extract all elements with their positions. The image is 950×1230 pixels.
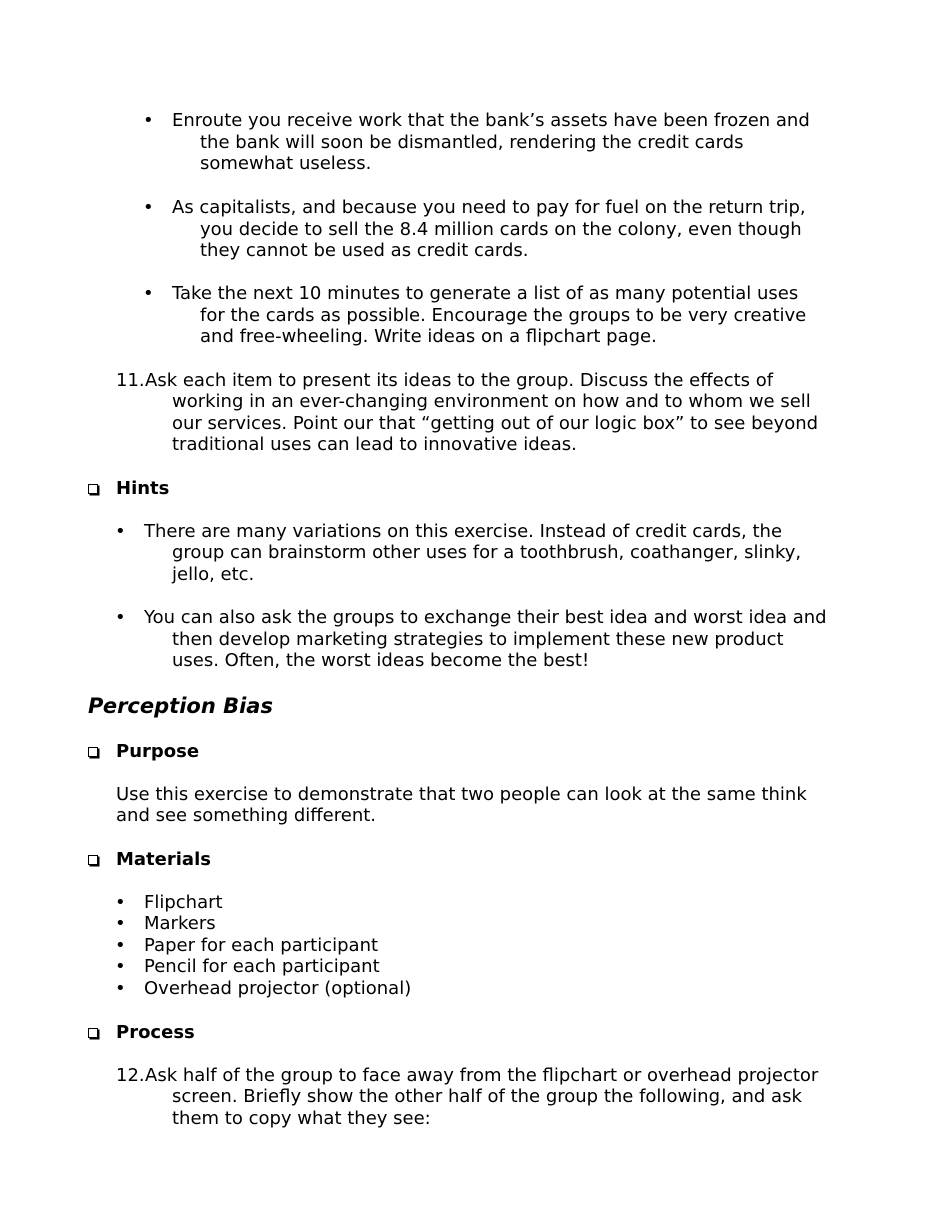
materials-heading: Materials [116,849,211,870]
bullet-marker: • [115,935,126,956]
body-text: and see something different. [116,805,377,826]
bullet-marker: • [115,521,126,542]
body-text: working in an ever-changing environment on how and to whom we sell [172,391,811,412]
list-item: Overhead projector (optional) [144,978,412,999]
body-text: Ask each item to present its ideas to the group. Discuss the effects of [145,370,774,391]
square-bullet-icon [88,484,98,494]
body-text: traditional uses can lead to innovative ideas. [172,434,577,455]
body-text: Enroute you receive work that the bank’s assets have been frozen and [172,110,810,131]
section-title: Perception Bias [88,694,273,718]
body-text: our services. Point our that “getting out of our logic box” to see beyond [172,413,819,434]
body-text: As capitalists, and because you need to pay for fuel on the return trip, [172,197,806,218]
body-text: for the cards as possible. Encourage the groups to be very creative [200,305,807,326]
list-item: Flipchart [144,892,223,913]
step-number: 11. [116,370,145,391]
body-text: Use this exercise to demonstrate that two people can look at the same think [116,784,807,805]
bullet-marker: • [143,283,154,304]
body-text: the bank will soon be dismantled, rendering the credit cards [200,132,744,153]
body-text: they cannot be used as credit cards. [200,240,529,261]
body-text: uses. Often, the worst ideas become the best! [172,650,590,671]
body-text: you decide to sell the 8.4 million cards on the colony, even though [200,219,802,240]
bullet-marker: • [115,913,126,934]
bullet-marker: • [115,607,126,628]
process-heading: Process [116,1022,195,1043]
hints-heading: Hints [116,478,170,499]
body-text: group can brainstorm other uses for a toothbrush, coathanger, slinky, [172,542,802,563]
body-text: then develop marketing strategies to implement these new product [172,629,784,650]
bullet-marker: • [115,892,126,913]
body-text: jello, etc. [172,564,255,585]
body-text: and free-wheeling. Write ideas on a flipchart page. [200,326,657,347]
body-text: Ask half of the group to face away from the flipchart or overhead projector [145,1065,819,1086]
list-item: Paper for each participant [144,935,379,956]
purpose-heading: Purpose [116,741,200,762]
body-text: There are many variations on this exercise. Instead of credit cards, the [144,521,783,542]
list-item: Pencil for each participant [144,956,380,977]
bullet-marker: • [143,110,154,131]
body-text: Take the next 10 minutes to generate a list of as many potential uses [172,283,799,304]
square-bullet-icon [88,855,98,865]
step-number: 12. [116,1065,145,1086]
body-text: them to copy what they see: [172,1108,431,1129]
list-item: Markers [144,913,216,934]
bullet-marker: • [115,956,126,977]
body-text: somewhat useless. [200,153,372,174]
square-bullet-icon [88,1028,98,1038]
body-text: screen. Briefly show the other half of the group the following, and ask [172,1086,802,1107]
bullet-marker: • [143,197,154,218]
square-bullet-icon [88,747,98,757]
bullet-marker: • [115,978,126,999]
body-text: You can also ask the groups to exchange their best idea and worst idea and [144,607,827,628]
